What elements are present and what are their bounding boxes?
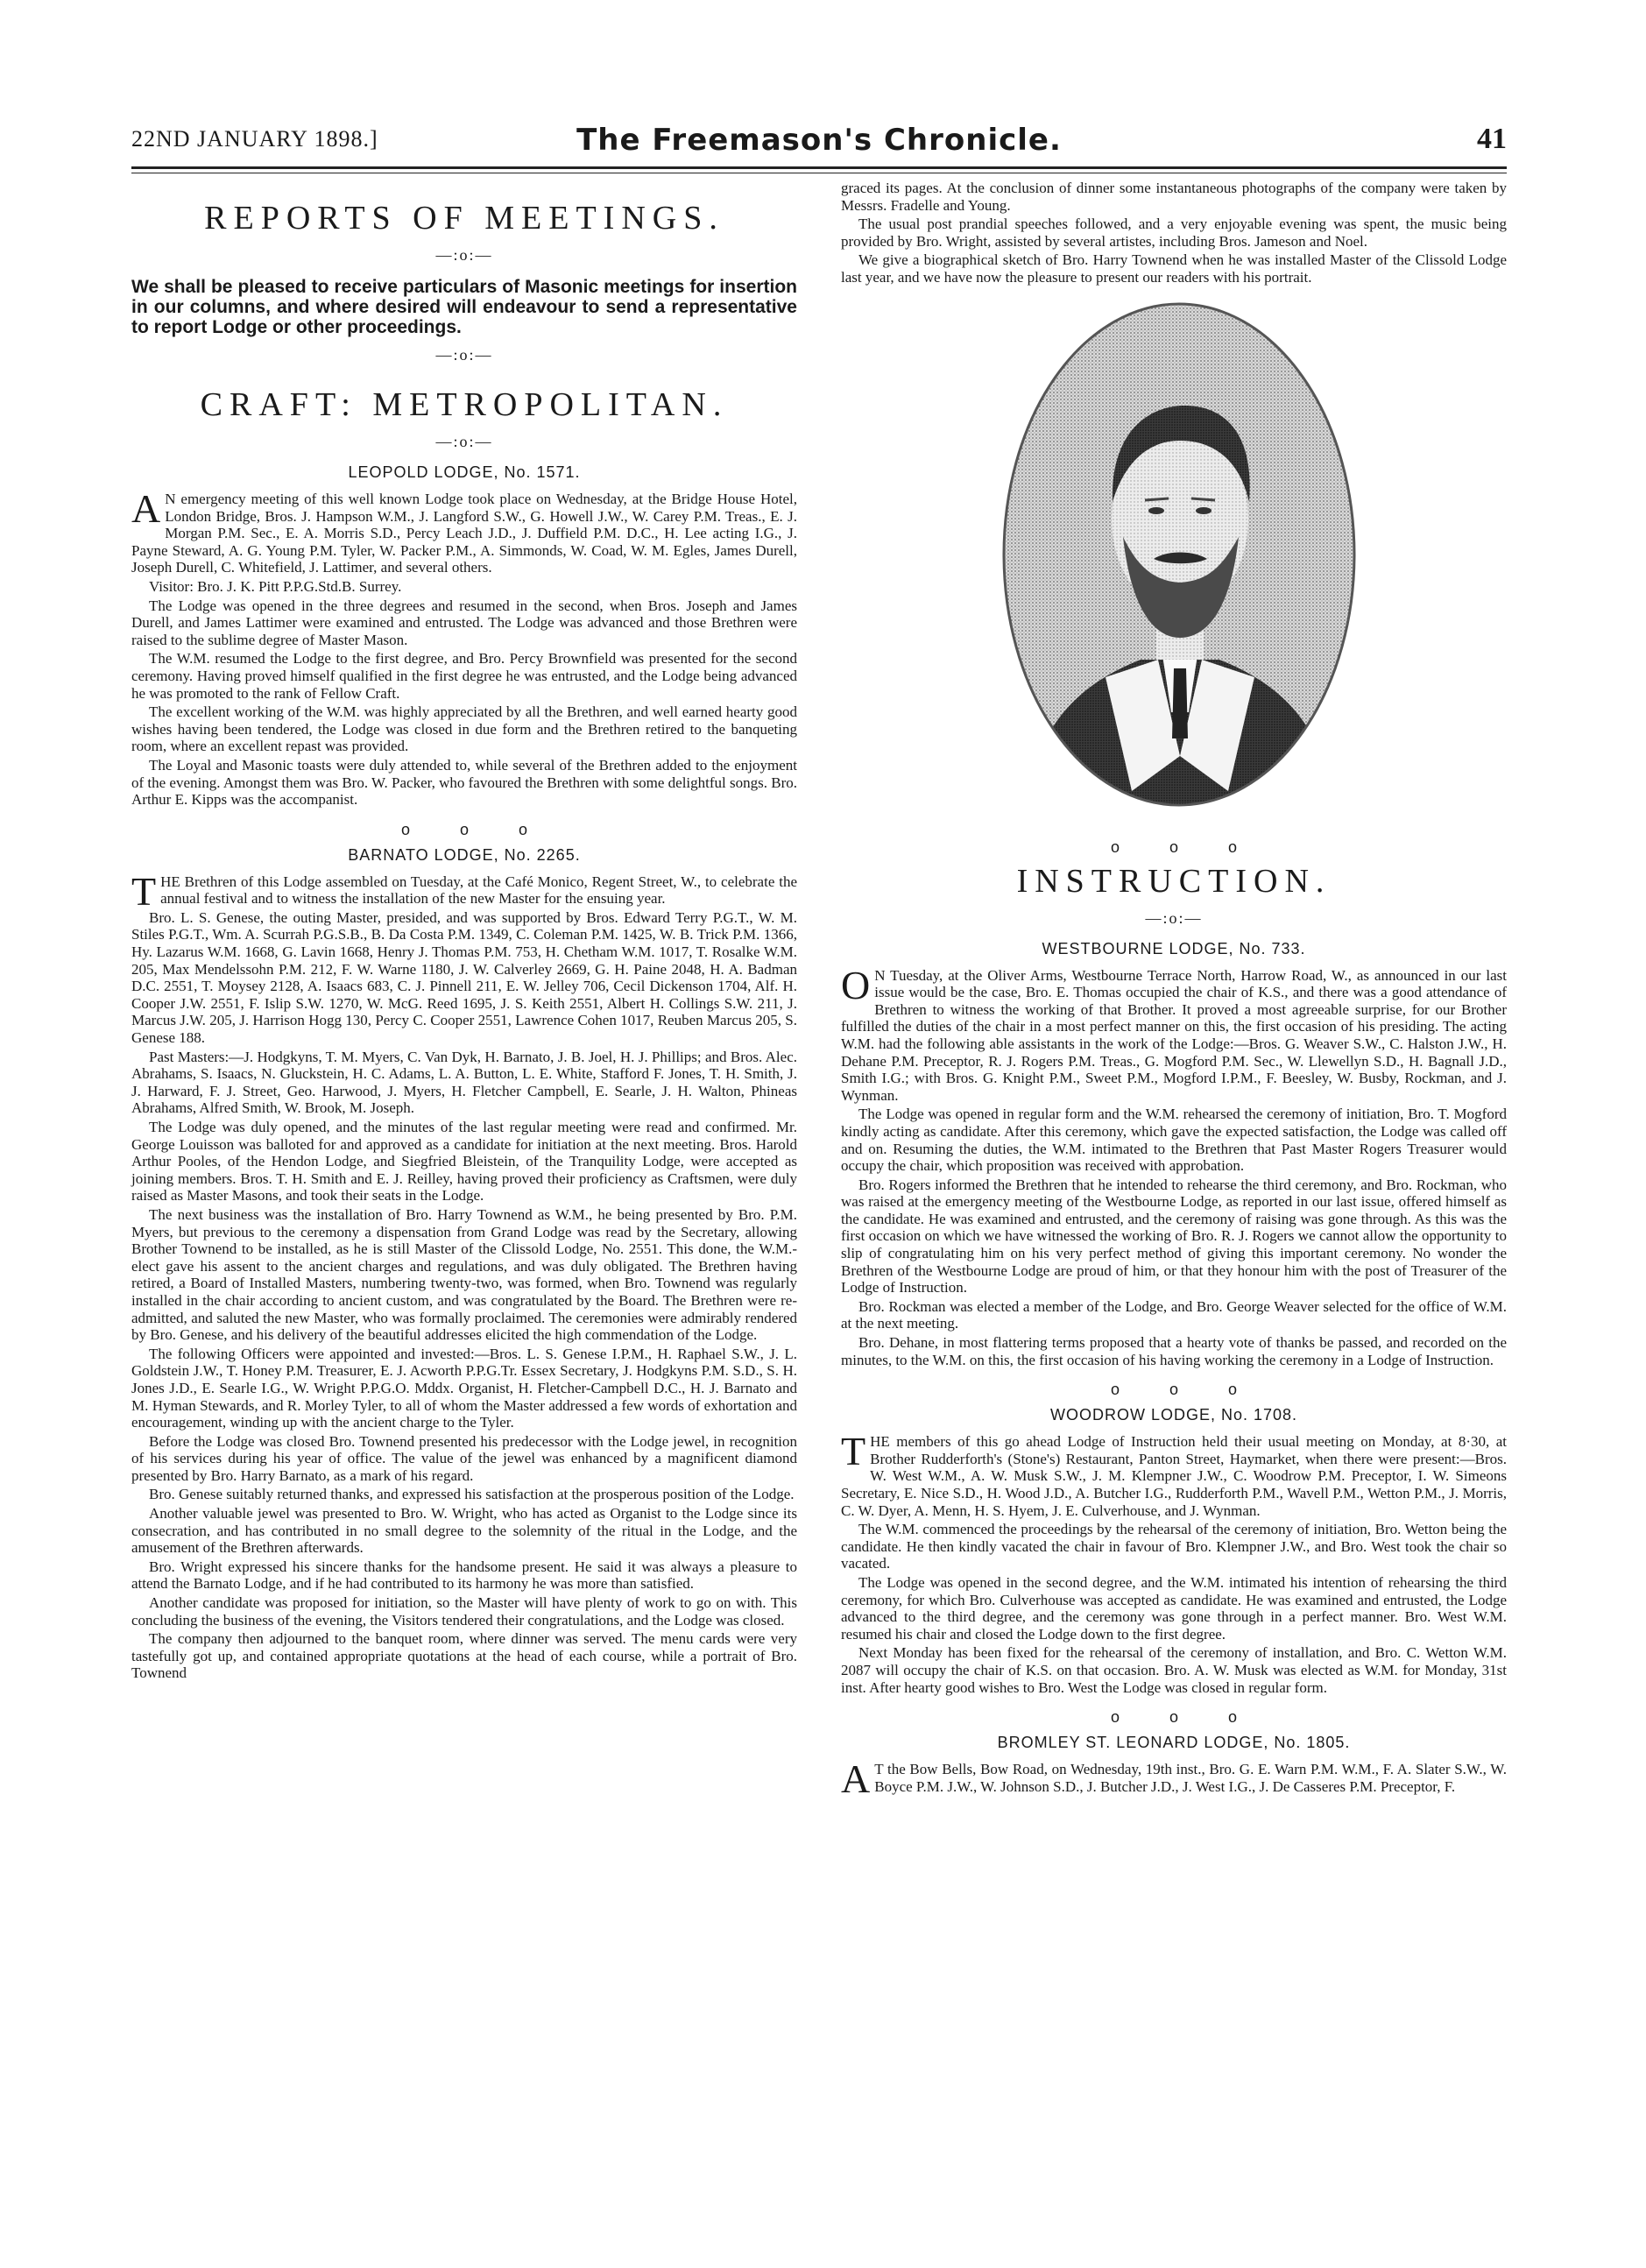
article-paragraph: The W.M. resumed the Lodge to the first degree, and Bro. Percy Brownfield was presented for the second ceremony. Having proved himself qualified in the first degree he was entrusted, and the Lodge being advanced he was promoted to the rank of Fellow Craft.: [131, 650, 797, 702]
article-paragraph: The Lodge was opened in the three degrees and resumed in the second, when Bros. Joseph and James Durell, and James Lattimer were examined and entrusted. The Lodge was advanced and those Brethren were raised to the sublime degree of Master Mason.: [131, 597, 797, 648]
article-westbourne-lodge: [841, 940, 1507, 1369]
page-header: [131, 123, 1507, 166]
portrait-figure: [841, 300, 1507, 826]
article-paragraph: Another valuable jewel was presented to Bro. W. Wright, who has acted as Organist to the Lodge since its consecration, and has contributed in no small degree to the solemnity of the ritual in the Lodge, and the amusement of the Brethren afterwards.: [131, 1505, 797, 1557]
lodge-heading: BARNATO LODGE, No. 2265.: [348, 845, 581, 864]
drop-cap: A: [131, 486, 161, 531]
article-paragraph: O N Tuesday, at the Oliver Arms, Westbourne Terrace North, Harrow Road, W., as announced in our last issue would be the case, Bro. E. Thomas occupied the chair of K.S., and there was a good attendance of Brethren to witness the working of that Brother. It proved a most agreeable surprise, for our Brother fulfilled the duties of the chair in a most perfect manner on this, the first occasion of his presiding. The acting W.M. had the following able assistants in the work of the Lodge:—Bros. G. Weaver S.W., C. Halston J.W., H. Dehane P.M. Preceptor, R. J. Rogers P.M. Treas., G. Mogford P.M. Sec., W. Llewellyn S.D., H. Bagnall J.D., Smith I.G.; with Bros. G. Knight P.M., Sweet P.M., Mogford I.P.M., F. Beesley, W. Busby, Rockman, and J. Wynman.: [841, 962, 1507, 1104]
article-paragraph: The company then adjourned to the banquet room, where dinner was served. The menu cards were very tastefully got up, and contained appropriate quotations at the head of each course, while a portrait of Bro. Townend: [131, 1630, 797, 1682]
article-paragraph: Bro. Wright expressed his sincere thanks for the handsome present. He said it was always a pleasure to attend the Barnato Lodge, and if he had contributed to its harmony he was more than satisfied.: [131, 1558, 797, 1593]
drop-cap: A: [841, 1756, 871, 1802]
article-woodrow-lodge: [841, 1406, 1507, 1696]
article-paragraph: Visitor: Bro. J. K. Pitt P.P.G.Std.B. Surrey.: [149, 577, 402, 595]
article-paragraph: The Lodge was opened in regular form and the W.M. rehearsed the ceremony of initiation, Bro. T. Mogford kindly acting as candidate. After this ceremony, which gave the expected satisfaction, the Lodge was called off and on. Resuming the duties, the W.M. intimated to the Brethren that Past Master Rogers Treasurer would occupy the chair, which proposition was received with approbation.: [841, 1106, 1507, 1175]
ornament-divider: o o o: [1110, 837, 1261, 856]
separator: —:o:—: [435, 433, 493, 450]
article-paragraph: The Lodge was opened in the second degree, and the W.M. intimated his intention of rehearsing the third ceremony, for which Bro. Culverhouse was accepted as candidate. He was examined and entrusted, the Lodge advanced to the third degree, and the ceremony was gone through in a perfect manner. Bro. West W.M. resumed his chair and closed the Lodge down to the first degree.: [841, 1573, 1507, 1643]
separator: —:o:—: [435, 246, 493, 264]
article-barnato-lodge: [131, 846, 797, 1682]
article-paragraph: Another candidate was proposed for initiation, so the Master will have plenty of work to go on with. This concluding the business of the evening, the Visitors tendered their congratulations, and the Lodge was closed.: [131, 1594, 797, 1629]
masthead-title: The Freemason's Chronicle.: [576, 123, 1062, 158]
article-paragraph: THE members of this go ahead Lodge of Instruction held their usual meeting on Monday, at 8·30, at Brother Rudderforth's (Stone's) Restaurant, Panton Street, Haymarket, when there were present:—Bros. W. West W.M., A. W. Musk S.W., J. M. Klempner J.W., C. Woodrow P.M. Preceptor, I. W. Simeons Secretary, E. Nice S.D., H. Wood J.D., A. Butcher I.G., Rudderforth P.M., Wavell P.M., Wetton P.M., J. Morris, C. W. Dyer, A. Menn, H. S. Hyem, J. E. Culverhouse, and J. Wynman.: [841, 1429, 1507, 1519]
issue-date: 22ND JANUARY 1898.]: [131, 126, 378, 152]
drop-cap: T: [841, 1429, 866, 1474]
separator: —:o:—: [1145, 908, 1203, 927]
header-rule-thick: [131, 166, 1507, 169]
article-bromley-lodge: [841, 1734, 1507, 1802]
portrait-engraving-icon: [1000, 300, 1358, 809]
article-paragraph: Bro. Genese suitably returned thanks, and expressed his satisfaction at the prosperous position of the Lodge.: [149, 1486, 795, 1503]
lodge-heading: BROMLEY ST. LEONARD LODGE, No. 1805.: [997, 1734, 1351, 1752]
article-paragraph: The W.M. commenced the proceedings by the rehearsal of the ceremony of initiation, Bro. Wetton being the candidate. He then kindly vacated the chair in favour of Bro. Klempner J.W., and Bro. West took the chair so vacated.: [841, 1521, 1507, 1572]
article-paragraph: Bro. L. S. Genese, the outing Master, presided, and was supported by Bros. Edward Terry P.G.T., W. M. Stiles P.G.T., Wm. A. Scurrah P.G.S.B., B. Da Costa P.M. 1349, C. Coleman P.M. 1425, W. B. Trick P.M. 1366, Hy. Lazarus W.M. 1668, G. Lavin 1668, Henry J. Thomas P.M. 753, H. Chetham W.M. 1017, T. Rosalke W.M. 205, Max Mendelssohn P.M. 212, F. W. Warne 1180, J. W. Calverley 2669, G. H. Paine 2048, H. A. Badman D.C. 2551, T. Moysey 2128, A. Isaacs 683, C. J. Pinnell 211, E. W. Jelley 706, Cecil Dickenson 1704, Alf. H. Cooper J.W. 2551, F. Islip S.W. 1270, W. McG. Reed 1695, J. S. Keith 2551, Albert H. Collings S.W. 211, J. Marcus J.W. 205, J. Harrison Hogg 130, Percy C. Cooper 2551, Lawrence Cohen 1017, Reuben Marcus 205, S. Genese 188.: [131, 908, 797, 1047]
article-paragraph: THE Brethren of this Lodge assembled on Tuesday, at the Café Monico, Regent Street, W., to celebrate the annual festival and to witness the installation of the new Master for the ensuing year.: [131, 868, 797, 914]
ornament-divider: o o o: [1110, 1381, 1261, 1399]
ornament-divider: o o o: [1110, 1708, 1261, 1727]
lodge-heading: WOODROW LODGE, No. 1708.: [1049, 1406, 1298, 1424]
drop-cap: O: [841, 962, 871, 1007]
article-paragraph: A N emergency meeting of this well known Lodge took place on Wednesday, at the Bridge House Hotel, London Bridge, Bros. J. Hampson W.M., J. Langford S.W., G. Howell J.W., W. Carey P.M. Treas., E. J. Morgan P.M. Sec., E. A. Morris S.D., Percy Leach J.D., J. Duffield P.M. D.C., H. Lee acting I.G., J. Payne Steward, A. G. Young P.M. Tyler, W. Packer P.M., A. Simmonds, W. Coad, W. M. Egles, James Durell, Joseph Durell, C. Whitefield, J. Lattimer, and several others.: [131, 486, 797, 576]
article-leopold-lodge: [131, 463, 797, 809]
ornament-divider: o o o: [400, 820, 551, 838]
article-paragraph: The following Officers were appointed and invested:—Bros. L. S. Genese I.P.M., H. Raphael S.W., J. L. Goldstein J.W., T. Honey P.M. Treasurer, E. J. Acworth P.P.G.Tr. Essex Secretary, J. Hodgkyns P.M. S.D., S. H. Jones J.D., E. Searle I.G., W. Wright P.P.G.O. Mddx. Organist, H. Fletcher-Campbell D.C., H. J. Barnato and M. Hyman Stewards, and R. Morley Tyler, to all of whom the Master addressed a few words of exhortation and encouragement, winding up with the ancient charge to the Tyler.: [131, 1345, 797, 1431]
lodge-heading: LEOPOLD LODGE, No. 1571.: [348, 463, 581, 481]
article-paragraph: graced its pages. At the conclusion of dinner some instantaneous photographs of the company were taken by Messrs. Fradelle and Young.: [841, 180, 1507, 214]
article-paragraph: The Loyal and Masonic toasts were duly attended to, while several of the Brethren added to the enjoyment of the evening. Amongst them was Bro. W. Packer, who favoured the Brethren with some delightful songs. Bro. Arthur E. Kipps was the accompanist.: [131, 756, 797, 809]
lodge-heading: WESTBOURNE LODGE, No. 733.: [1042, 939, 1306, 957]
article-paragraph: The excellent working of the W.M. was highly appreciated by all the Brethren, and well earned hearty good wishes having been tendered, the Lodge was closed in due form and the Brethren retired to the banqueting room, where an excellent repast was provided.: [131, 703, 797, 755]
section-heading-reports: REPORTS OF MEETINGS.: [204, 200, 724, 237]
drop-cap: T: [131, 868, 157, 914]
article-paragraph: Bro. Rockman was elected a member of the Lodge, and Bro. George Weaver selected for the office of W.M. at the next meeting.: [841, 1297, 1507, 1332]
article-paragraph: The next business was the installation of Bro. Harry Townend as W.M., he being presented by Bro. P.M. Myers, but previous to the ceremony a dispensation from Grand Lodge was read by the Secretary, allowing Brother Townend to be installed, as he is still Master of the Clissold Lodge, No. 2551. This done, the W.M.-elect gave his assent to the ancient charges and regulations, and was duly obligated. The Brethren having retired, a Board of Installed Masters, numbering twenty-two, was formed, when Bro. Townend was regularly installed in the chair according to ancient custom, and was congratulated by the Board. The Brethren were re-admitted, and saluted the new Master, who was formally proclaimed. The ceremonies were admirably rendered by Bro. Genese, and his delivery of the beautiful addresses elicited the high commendation of the Lodge.: [131, 1205, 797, 1344]
article-paragraph: The usual post prandial speeches followed, and a very enjoyable evening was spent, the music being provided by Bro. Wright, assisted by several artistes, including Bros. Jameson and Noel.: [841, 215, 1507, 250]
article-paragraph: A T the Bow Bells, Bow Road, on Wednesday, 19th inst., Bro. G. E. Warn P.M. W.M., F. A. Slater S.W., W. Boyce P.M. J.W., W. Johnson S.D., J. Butcher J.D., J. West I.G., J. De Casseres P.M. Preceptor, F.: [841, 1756, 1507, 1802]
article-paragraph: Bro. Rogers informed the Brethren that he intended to rehearse the third ceremony, and Bro. Rockman, who was raised at the emergency meeting of the Westbourne Lodge, as reported in our last issue, offered himself as the candidate. He was examined and entrusted, and the ceremony of raising was gone through. As this was the first occasion on which we have witnessed the working of Bro. R. J. Rogers we cannot allow the opportunity to slip of congratulating him on his very perfect method of giving this important ceremony. No wonder the Brethren of the Westbourne Lodge are proud of him, or that they honour him with the post of Treasurer of the Lodge of Instruction.: [841, 1176, 1507, 1297]
notice-paragraph: We shall be pleased to receive particulars of Masonic meetings for insertion in our columns, and where desired will endeavour to send a representative to report Lodge or other proceedings.: [131, 277, 797, 337]
right-column: [841, 180, 1507, 1802]
page-number: 41: [1477, 123, 1507, 155]
section-heading-craft: CRAFT: METROPOLITAN.: [200, 386, 729, 423]
article-paragraph: Bro. Dehane, in most flattering terms proposed that a hearty vote of thanks be passed, and recorded on the minutes, to the W.M. on this, the first occasion of his having working the ceremony in a Lodge of Instruction.: [841, 1334, 1507, 1368]
separator: —:o:—: [435, 346, 493, 364]
left-column: [131, 180, 797, 1684]
article-paragraph: Before the Lodge was closed Bro. Townend presented his predecessor with the Lodge jewel, in recognition of his services during his year of office. The value of the jewel was enhanced by a magnificent diamond presented by Bro. Harry Barnato, as a mark of his regard.: [131, 1432, 797, 1484]
article-paragraph: Next Monday has been fixed for the rehearsal of the ceremony of installation, and Bro. C. Wetton W.M. 2087 will occupy the chair of K.S. on that occasion. Bro. A. W. Musk was elected as W.M. for Monday, 31st inst. After hearty good wishes to Bro. West the Lodge was closed in regular form.: [841, 1644, 1507, 1696]
article-paragraph: We give a biographical sketch of Bro. Harry Townend when he was installed Master of the Clissold Lodge last year, and we have now the pleasure to present our readers with his portrait.: [841, 251, 1507, 286]
article-paragraph: The Lodge was duly opened, and the minutes of the last regular meeting were read and confirmed. Mr. George Louisson was balloted for and approved as a candidate for initiation at the next meeting. Bros. Harold Arthur Pooles, of the Hendon Lodge, and Siegfried Bleistein, of the Tranquility Lodge, were accepted as joining members. Bros. T. H. Smith and E. J. Reilley, having proved their proficiency as Craftsmen, were duly raised as Master Masons, and took their seats in the Lodge.: [131, 1119, 797, 1205]
section-heading-instruction: INSTRUCTION.: [1016, 862, 1332, 900]
article-paragraph: Past Masters:—J. Hodgkyns, T. M. Myers, C. Van Dyk, H. Barnato, J. B. Joel, H. J. Phillips; and Bros. Alec. Abrahams, S. Isaacs, N. Gluckstein, H. C. Adams, L. A. Button, L. E. White, Stafford F. Jones, T. H. Smith, J. J. Harward, F. J. Street, Geo. Harwood, J. Myers, H. Fletcher Campbell, E. Searle, J. H. Walton, Phineas Abrahams, Alfred Smith, W. Brook, M. Joseph.: [131, 1048, 797, 1117]
